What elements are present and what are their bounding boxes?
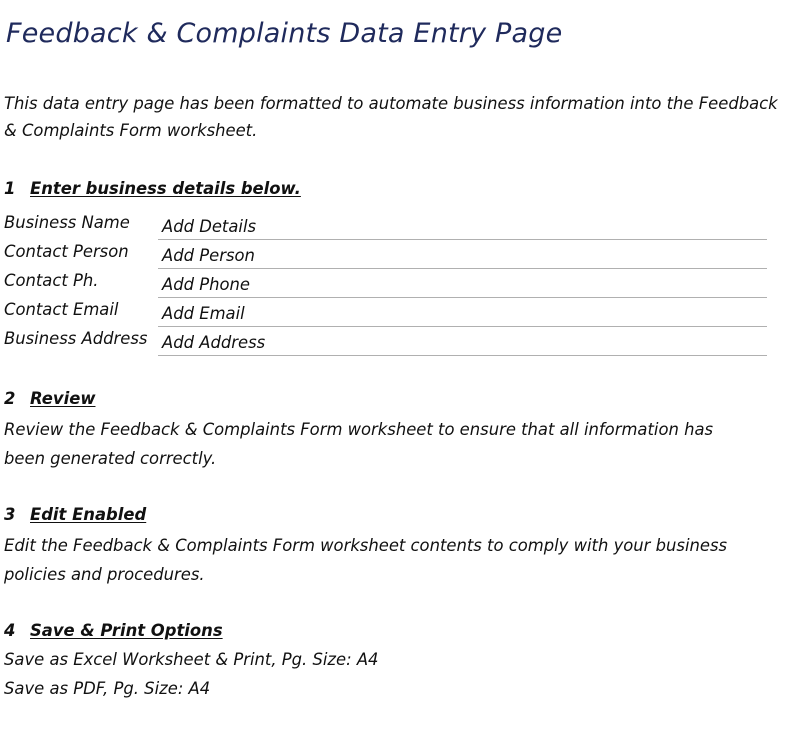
contact-phone-label: Contact Ph. <box>4 271 99 290</box>
step-2-number: 2 <box>4 389 16 408</box>
business-address-row <box>0 329 794 358</box>
contact-phone-field[interactable]: Add Phone <box>158 271 767 298</box>
contact-person-label: Contact Person <box>4 242 129 261</box>
step-3-number: 3 <box>4 505 16 524</box>
step-1-heading <box>4 179 301 198</box>
save-pdf-option: Save as PDF, Pg. Size: A4 <box>4 679 211 698</box>
contact-person-row <box>0 242 794 271</box>
contact-phone-row <box>0 271 794 300</box>
business-name-row <box>0 213 794 242</box>
step-3-heading <box>4 505 146 524</box>
contact-person-field[interactable]: Add Person <box>158 242 767 269</box>
contact-email-label: Contact Email <box>4 300 119 319</box>
step-4-number: 4 <box>4 621 16 640</box>
contact-email-row <box>0 300 794 329</box>
step-3-label: Edit Enabled <box>30 505 147 524</box>
step-1-number: 1 <box>4 179 16 198</box>
step-2-heading <box>4 389 95 408</box>
intro-text: This data entry page has been formatted to automate business information into the Feedback & Complaints Form worksheet. <box>4 94 778 140</box>
page-title: Feedback & Complaints Data Entry Page <box>6 18 563 49</box>
step-2-label: Review <box>30 389 96 408</box>
contact-email-field[interactable]: Add Email <box>158 300 767 327</box>
business-name-label: Business Name <box>4 213 130 232</box>
step-3-body: Edit the Feedback & Complaints Form worksheet contents to comply with your business policies and procedures. <box>4 536 728 584</box>
step-1-label: Enter business details below. <box>30 179 301 198</box>
step-4-heading <box>4 621 223 640</box>
save-excel-option: Save as Excel Worksheet & Print, Pg. Size: A4 <box>4 650 379 669</box>
step-2-body: Review the Feedback & Complaints Form worksheet to ensure that all information has been generated correctly. <box>4 420 714 468</box>
step-4-label: Save & Print Options <box>30 621 223 640</box>
business-name-field[interactable]: Add Details <box>158 213 767 240</box>
business-address-label: Business Address <box>4 329 148 348</box>
business-address-field[interactable]: Add Address <box>158 329 767 356</box>
